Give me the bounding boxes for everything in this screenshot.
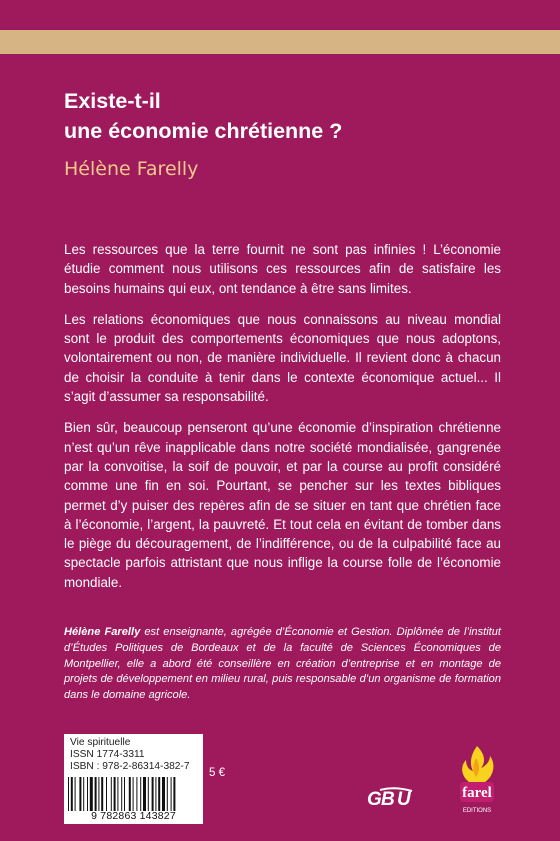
- blurb-paragraph-1: Les ressources que la terre fournit ne sont pas infinies ! L’économie étudie comment nous utilisons ces ressources afin de satisfaire les besoins humains qui eux, ont tendance à être sans limites.: [64, 242, 501, 296]
- farel-name: farel: [462, 785, 492, 801]
- gbu-logo: [366, 787, 426, 809]
- issn-label: ISSN 1774-3311: [70, 749, 145, 760]
- price-label: 5 €: [209, 767, 225, 779]
- farel-flame-icon: [452, 744, 502, 820]
- bio-text: est enseignante, agrégée d’Économie et Gestion. Diplômée de l’institut d’Études Politiques de Bordeaux et de la faculté de Sciences Économiques de Montpellier, elle a abord été conseillère en création d’entreprise et en montage de projets de développement en milieu rural, puis responsable d’un organisme de formation dans le domaine agricole.: [64, 626, 502, 702]
- svg-text:B: B: [381, 789, 395, 809]
- bio-author-name: Hélène Farelly: [64, 626, 141, 638]
- farel-logo: [452, 744, 502, 820]
- isbn-label: ISBN : 978-2-86314-382-7: [70, 761, 190, 772]
- book-title-line2: une économie chrétienne ?: [64, 119, 343, 143]
- back-cover-blurb: [64, 240, 501, 604]
- blurb-paragraph-3: Bien sûr, beaucoup penseront qu’une économie d’inspiration chrétienne n’est qu’un rêve inapplicable dans notre société mondialisée, gangrenée par la convoitise, la soif de pouvoir, et par la course au profit considéré comme une fin en soi. Pourtant, se pencher sur les textes bibliques permet d’y puiser des repères afin de se situer en tant que chrétien face à l’économie, l’argent, la pauvreté. Et tout cela en évitant de tomber dans le piège du découragement, de l’indifférence, ou de la culpabilité face au spectacle parfois attristant que nous inflige la course folle de l’économie mondiale.: [64, 420, 501, 590]
- top-strip: [0, 0, 560, 30]
- svg-text:G: G: [367, 789, 382, 809]
- author-name: Hélène Farelly: [64, 158, 199, 180]
- collection-label: Vie spirituelle: [70, 737, 131, 748]
- farel-editions-label: EDITIONS: [462, 808, 492, 814]
- blurb-paragraph-2: Les relations économiques que nous connaissons au niveau mondial sont le produit des comportements économiques que nous adoptons, volontairement ou non, de manière individuelle. Il revient donc à chacun de choisir la conduite à tenir dans le contexte économique actuel... Il s’agit d’assumer sa responsabilité.: [64, 311, 501, 405]
- author-bio: [64, 625, 501, 704]
- book-title-line1: Existe-t-il: [64, 89, 161, 113]
- book-title: [64, 86, 504, 146]
- barcode-digits: 9 782863 143827: [91, 810, 176, 822]
- top-band: [0, 30, 560, 54]
- barcode-block: [64, 734, 203, 824]
- barcode-bars: [68, 777, 199, 811]
- svg-text:U: U: [397, 789, 411, 809]
